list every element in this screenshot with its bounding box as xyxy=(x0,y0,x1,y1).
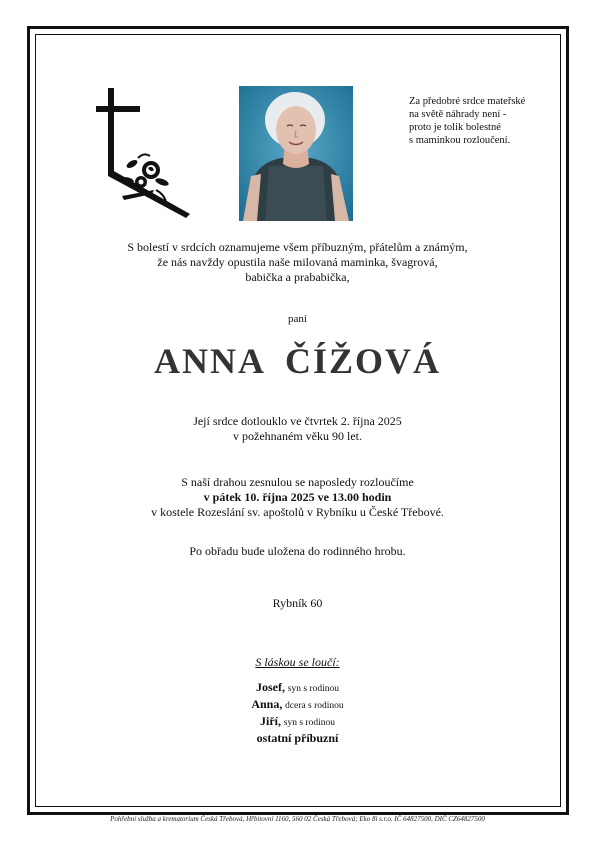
verse-line: Za předobré srdce mateřské xyxy=(409,96,526,107)
death-line: Její srdce dotlouklo ve čtvrtek 2. října 2025 xyxy=(193,414,402,428)
mourners-heading: S láskou se loučí: xyxy=(255,655,340,669)
mourner-relation: syn s rodinou xyxy=(283,718,335,728)
farewell-place: v kostele Rozeslání sv. apoštolů v Rybníku u České Třebové. xyxy=(151,505,444,519)
mourner-relation: dcera s rodinou xyxy=(285,701,344,711)
farewell-line: S naší drahou zesnulou se naposledy rozloučíme xyxy=(181,475,414,489)
others-label: ostatní příbuzní xyxy=(256,731,339,745)
mourner xyxy=(0,714,595,731)
roses-icon xyxy=(108,154,190,218)
verse-line: na světě náhrady není - xyxy=(409,109,507,120)
cross-icon xyxy=(94,86,194,218)
salutation: paní xyxy=(288,313,307,325)
verse xyxy=(409,95,559,147)
intro-line: babička a prababička, xyxy=(245,270,350,284)
death-notice xyxy=(0,414,595,444)
death-line: v požehnaném věku 90 let. xyxy=(233,429,362,443)
intro-line: že nás navždy opustila naše milovaná maminka, švagrová, xyxy=(157,255,438,269)
farewell-info xyxy=(0,475,595,520)
announcement-intro xyxy=(0,240,595,285)
verse-line: proto je tolik bolestné xyxy=(409,122,501,133)
mourner-relation: syn s rodinou xyxy=(287,684,339,694)
funeral-service-footer: Pohřební služba a krematorium Česká Třebová, Hřbitovní 1160, 560 02 Česká Třebová; Eko 8i s.r.o. IČ 64827500, DIČ CZ64827500 xyxy=(110,815,485,823)
burial-note: Po obřadu bude uložena do rodinného hrobu. xyxy=(189,544,406,558)
mourner xyxy=(0,680,595,697)
mourner-name: Jiří, xyxy=(260,714,282,728)
mourner xyxy=(0,697,595,714)
portrait-photo xyxy=(239,86,353,221)
deceased-name: ANNA ČÍŽOVÁ xyxy=(153,341,442,381)
verse-line: s maminkou rozloučení. xyxy=(409,135,511,146)
mourner-others xyxy=(0,731,595,747)
mourner-name: Anna, xyxy=(251,697,283,711)
family-address: Rybník 60 xyxy=(272,596,323,610)
intro-line: S bolestí v srdcích oznamujeme všem příbuzným, přátelům a známým, xyxy=(127,240,468,254)
mourner-name: Josef, xyxy=(256,680,286,694)
farewell-date-time: v pátek 10. října 2025 ve 13.00 hodin xyxy=(203,490,392,504)
mourners-list xyxy=(0,680,595,747)
